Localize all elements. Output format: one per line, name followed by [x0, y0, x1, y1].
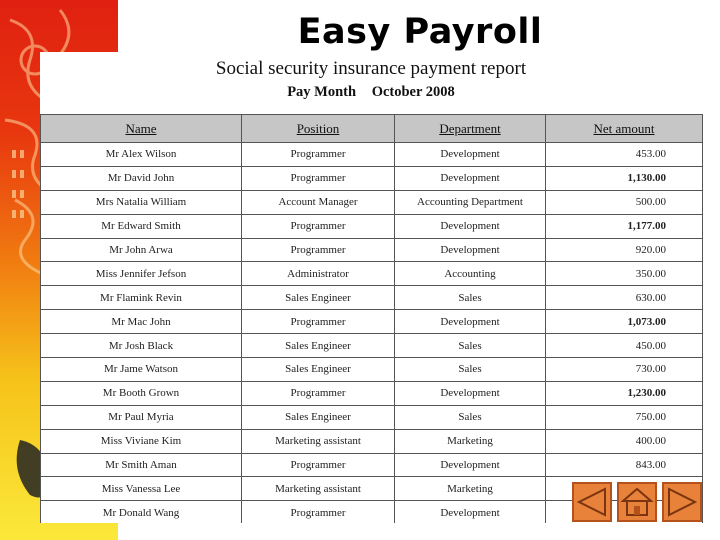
cell-position: Sales Engineer: [242, 405, 395, 429]
cell-department: Sales: [395, 358, 546, 382]
table-row: [41, 166, 703, 190]
cell-position: Programmer: [242, 453, 395, 477]
cell-position: Programmer: [242, 310, 395, 334]
cell-department: Sales: [395, 334, 546, 358]
cell-net-amount: 1,073.00: [546, 310, 703, 334]
table-row: [41, 358, 703, 382]
cell-position: Programmer: [242, 501, 395, 523]
cell-department: Accounting: [395, 262, 546, 286]
cell-name: Miss Viviane Kim: [41, 429, 242, 453]
cell-position: Sales Engineer: [242, 334, 395, 358]
cell-department: Accounting Department: [395, 190, 546, 214]
cell-name: Mrs Natalia William: [41, 190, 242, 214]
table-row: [41, 453, 703, 477]
cell-net-amount: 920.00: [546, 238, 703, 262]
arrow-right-icon: [665, 487, 699, 517]
home-button[interactable]: [617, 482, 657, 522]
cell-position: Account Manager: [242, 190, 395, 214]
report-title: Social security insurance payment report: [215, 58, 527, 79]
cell-position: Sales Engineer: [242, 358, 395, 382]
table-row: [41, 143, 703, 167]
table-header-row: [41, 115, 703, 143]
column-header-department[interactable]: Department: [395, 115, 546, 143]
pay-month-label: Pay Month: [287, 84, 357, 100]
pay-month-value: October 2008: [371, 84, 455, 100]
cell-department: Sales: [395, 286, 546, 310]
table-body: [41, 143, 703, 524]
cell-position: Sales Engineer: [242, 286, 395, 310]
table-row: [41, 214, 703, 238]
cell-name: Mr Edward Smith: [41, 214, 242, 238]
table-row: [41, 262, 703, 286]
cell-name: Mr Donald Wang: [41, 501, 242, 523]
cell-net-amount: 843.00: [546, 453, 703, 477]
table-row: [41, 405, 703, 429]
column-header-name[interactable]: Name: [41, 115, 242, 143]
table-row: [41, 429, 703, 453]
cell-name: Mr David John: [41, 166, 242, 190]
cell-net-amount: 1,177.00: [546, 214, 703, 238]
cell-net-amount: 630.00: [546, 286, 703, 310]
cell-position: Programmer: [242, 143, 395, 167]
cell-name: Mr Mac John: [41, 310, 242, 334]
cell-net-amount: 453.00: [546, 143, 703, 167]
cell-department: Development: [395, 501, 546, 523]
pay-month: [40, 84, 702, 101]
cell-name: Mr Flamink Revin: [41, 286, 242, 310]
cell-net-amount: 400.00: [546, 429, 703, 453]
cell-net-amount: 1,230.00: [546, 381, 703, 405]
column-header-net-amount[interactable]: Net amount: [546, 115, 703, 143]
cell-name: Mr Josh Black: [41, 334, 242, 358]
cell-department: Development: [395, 238, 546, 262]
cell-department: Development: [395, 214, 546, 238]
payroll-table: [40, 114, 703, 523]
cell-name: Mr Paul Myria: [41, 405, 242, 429]
slide-title: Easy Payroll: [297, 12, 543, 52]
table-row: [41, 190, 703, 214]
cell-net-amount: 750.00: [546, 405, 703, 429]
cell-name: Mr Booth Grown: [41, 381, 242, 405]
cell-department: Development: [395, 453, 546, 477]
table-row: [41, 381, 703, 405]
cell-net-amount: 730.00: [546, 358, 703, 382]
cell-position: Administrator: [242, 262, 395, 286]
table-row: [41, 286, 703, 310]
cell-name: Mr John Arwa: [41, 238, 242, 262]
cell-name: Miss Jennifer Jefson: [41, 262, 242, 286]
cell-department: Sales: [395, 405, 546, 429]
cell-position: Programmer: [242, 381, 395, 405]
cell-name: Mr Alex Wilson: [41, 143, 242, 167]
cell-net-amount: 350.00: [546, 262, 703, 286]
previous-button[interactable]: [572, 482, 612, 522]
cell-name: Miss Vanessa Lee: [41, 477, 242, 501]
cell-position: Programmer: [242, 166, 395, 190]
cell-department: Marketing: [395, 477, 546, 501]
cell-department: Marketing: [395, 429, 546, 453]
cell-position: Marketing assistant: [242, 429, 395, 453]
arrow-left-icon: [575, 487, 609, 517]
cell-position: Marketing assistant: [242, 477, 395, 501]
table-row: [41, 334, 703, 358]
column-header-position[interactable]: Position: [242, 115, 395, 143]
cell-department: Development: [395, 166, 546, 190]
cell-position: Programmer: [242, 214, 395, 238]
cell-name: Mr Smith Aman: [41, 453, 242, 477]
cell-department: Development: [395, 143, 546, 167]
table-row: [41, 238, 703, 262]
cell-name: Mr Jame Watson: [41, 358, 242, 382]
cell-net-amount: 1,130.00: [546, 166, 703, 190]
cell-net-amount: 500.00: [546, 190, 703, 214]
cell-position: Programmer: [242, 238, 395, 262]
table-row: [41, 310, 703, 334]
cell-department: Development: [395, 310, 546, 334]
cell-net-amount: 450.00: [546, 334, 703, 358]
payroll-report: [40, 52, 704, 523]
cell-department: Development: [395, 381, 546, 405]
next-button[interactable]: [662, 482, 702, 522]
home-icon: [620, 486, 654, 518]
